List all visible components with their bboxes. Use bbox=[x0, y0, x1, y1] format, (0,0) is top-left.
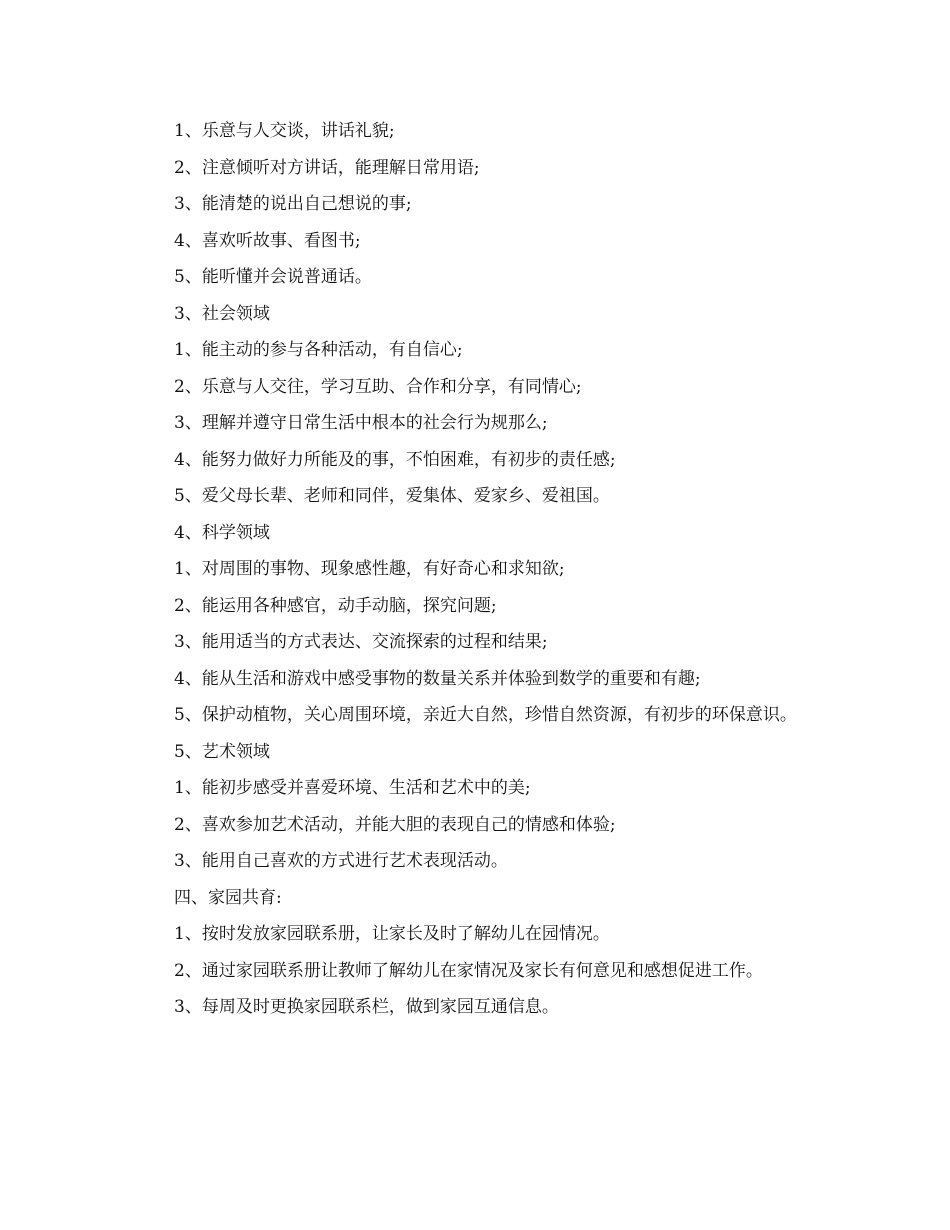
section-heading-home-school: 四、家园共育: bbox=[174, 887, 282, 908]
paragraph-social-2: 2、乐意与人交往，学习互助、合作和分享，有同情心; bbox=[174, 376, 582, 397]
paragraph-science-4: 4、能从生活和游戏中感受事物的数量关系并体验到数学的重要和有趣; bbox=[174, 668, 701, 689]
paragraph-language-4: 4、喜欢听故事、看图书; bbox=[174, 230, 361, 251]
paragraph-social-5: 5、爱父母长辈、老师和同伴，爱集体、爱家乡、爱祖国。 bbox=[174, 486, 610, 506]
paragraph-art-2: 2、喜欢参加艺术活动，并能大胆的表现自己的情感和体验; bbox=[174, 814, 616, 835]
paragraph-art-1: 1、能初步感受并喜爱环境、生活和艺术中的美; bbox=[174, 778, 531, 798]
section-heading-social: 3、社会领域 bbox=[174, 303, 270, 324]
section-heading-art: 5、艺术领域 bbox=[174, 741, 270, 762]
paragraph-science-1: 1、对周围的事物、现象感性趣，有好奇心和求知欲; bbox=[174, 559, 565, 579]
paragraph-science-5: 5、保护动植物，关心周围环境，亲近大自然，珍惜自然资源，有初步的环保意识。 bbox=[174, 705, 797, 725]
paragraph-social-3: 3、理解并遵守日常生活中根本的社会行为规那么; bbox=[174, 413, 548, 433]
paragraph-language-5: 5、能听懂并会说普通话。 bbox=[174, 267, 372, 287]
paragraph-home-school-3: 3、每周及时更换家园联系栏，做到家园互通信息。 bbox=[174, 997, 559, 1017]
paragraph-language-2: 2、注意倾听对方讲话，能理解日常用语; bbox=[174, 157, 480, 178]
paragraph-language-3: 3、能清楚的说出自己想说的事; bbox=[174, 194, 412, 214]
paragraph-science-2: 2、能运用各种感官，动手动脑，探究问题; bbox=[174, 595, 497, 616]
paragraph-social-1: 1、能主动的参与各种活动，有自信心; bbox=[174, 340, 463, 360]
paragraph-social-4: 4、能努力做好力所能及的事，不怕困难，有初步的责任感; bbox=[174, 449, 616, 470]
section-heading-science: 4、科学领域 bbox=[174, 522, 270, 543]
paragraph-home-school-1: 1、按时发放家园联系册，让家长及时了解幼儿在园情况。 bbox=[174, 924, 610, 944]
document-body bbox=[138, 113, 806, 1026]
paragraph-language-1: 1、乐意与人交谈，讲话礼貌; bbox=[174, 121, 395, 141]
paragraph-art-3: 3、能用自己喜欢的方式进行艺术表现活动。 bbox=[174, 851, 508, 871]
paragraph-home-school-2: 2、通过家园联系册让教师了解幼儿在家情况及家长有何意见和感想促进工作。 bbox=[174, 960, 763, 981]
paragraph-science-3: 3、能用适当的方式表达、交流探索的过程和结果; bbox=[174, 632, 548, 652]
